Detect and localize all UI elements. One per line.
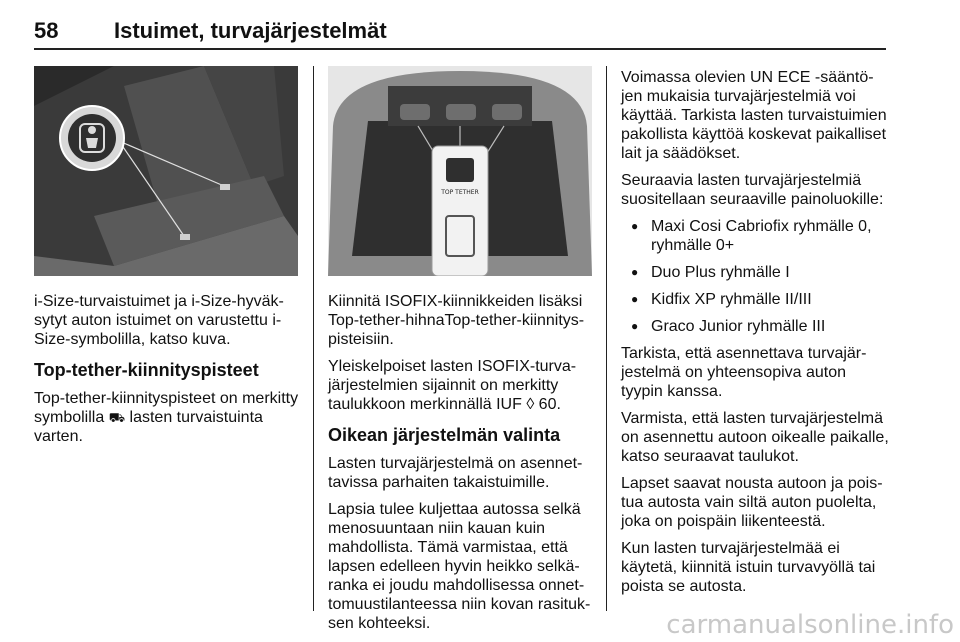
- paragraph-rear-seats: Lasten turvajärjestelmä on asennettavissa parhaiten takaistuimille.: [328, 455, 583, 491]
- list-item: ● Kidfix XP ryhmälle II/III: [621, 290, 889, 309]
- paragraph-un-ece: Voimassa olevien UN ECE -sääntöjen mukaisia turvajärjestelmiä voi käyttää. Tarkista lasten turvaistuimien pakollista käyttöä koskevat paikalliset lait ja säädökset.: [621, 69, 887, 162]
- figure-label-top-tether: TOP TETHER: [441, 189, 479, 196]
- page-header: [34, 14, 886, 50]
- paragraph-correct-position: Varmista, että lasten turvajärjestelmä on asennettu autoon oikealle paikalle, katso seuraavat taulukot.: [621, 410, 889, 465]
- figure-isize-seat: [34, 66, 298, 276]
- column-divider-left: [313, 66, 314, 611]
- figure-caption: i-Size-turvaistuimet ja i-Size-hyväksytyt auton istuimet on varustettu i-Size-symbolilla, katso kuva.: [34, 293, 284, 348]
- paragraph-not-in-use: Kun lasten turvajärjestelmää ei käytetä, kiinnitä istuin turvavyöllä tai poista se autosta.: [621, 540, 876, 595]
- paragraph-exit-side: Lapset saavat nousta autoon ja poistua autosta vain siltä auton puolelta, joka on poispäin liikenteestä.: [621, 475, 883, 530]
- list-item: ● Maxi Cosi Cabriofix ryhmälle 0, ryhmälle 0+: [621, 217, 889, 255]
- column-1: [34, 292, 302, 454]
- isize-seat-illustration: [34, 66, 298, 276]
- section-heading-choosing-system: Oikean järjestelmän valinta: [328, 425, 561, 445]
- list-item: ● Duo Plus ryhmälle I: [621, 263, 889, 282]
- column-3: [621, 68, 889, 604]
- top-tether-symbol-icon: ⛟: [108, 410, 126, 425]
- page-title: Istuimet, turvajärjestelmät: [114, 18, 387, 43]
- list-item: ● Graco Junior ryhmälle III: [621, 317, 889, 336]
- column-divider-right: [606, 66, 607, 611]
- page-number: 58: [34, 18, 59, 43]
- column-2: [328, 292, 596, 641]
- paragraph-rearward-facing: Lapsia tulee kuljettaa autossa selkä menosuuntaan niin kauan kuin mahdollista. Tämä varmistaa, että lapsen edelleen hyvin heikko selkäranka ei joudu mahdollisessa onnettomuustilanteessa niin kovan rasituksen kohteeksi.: [328, 501, 591, 632]
- paragraph-recommended: Seuraavia lasten turvajärjestelmiä suositellaan seuraaville painoluokille:: [621, 172, 884, 208]
- watermark: carmanualsonline.info: [666, 610, 954, 640]
- figure-top-tether-trunk: [328, 66, 592, 276]
- top-tether-illustration: [328, 66, 592, 276]
- paragraph-compatibility: Tarkista, että asennettava turvajärjestelmä on yhteensopiva auton tyypin kanssa.: [621, 345, 867, 400]
- paragraph-isofix: Kiinnitä ISOFIX-kiinnikkeiden lisäksi Top-tether-hihnaTop-tether-kiinnityspisteisiin.: [328, 293, 585, 348]
- paragraph-top-tether: [34, 389, 302, 446]
- paragraph-isofix-positions: Yleiskelpoiset lasten ISOFIX-turvajärjestelmien sijainnit on merkitty taulukkoon merkinnällä IUF ◊ 60.: [328, 358, 577, 413]
- paragraph-text-part1: Top-tether-kiinnityspisteet on merkitty symbolilla: [34, 390, 299, 426]
- paragraph-text-part2: lasten turvaistuinta varten.: [34, 409, 263, 445]
- section-heading-top-tether: Top-tether-kiinnityspisteet: [34, 360, 259, 380]
- recommended-systems-list: [621, 217, 889, 336]
